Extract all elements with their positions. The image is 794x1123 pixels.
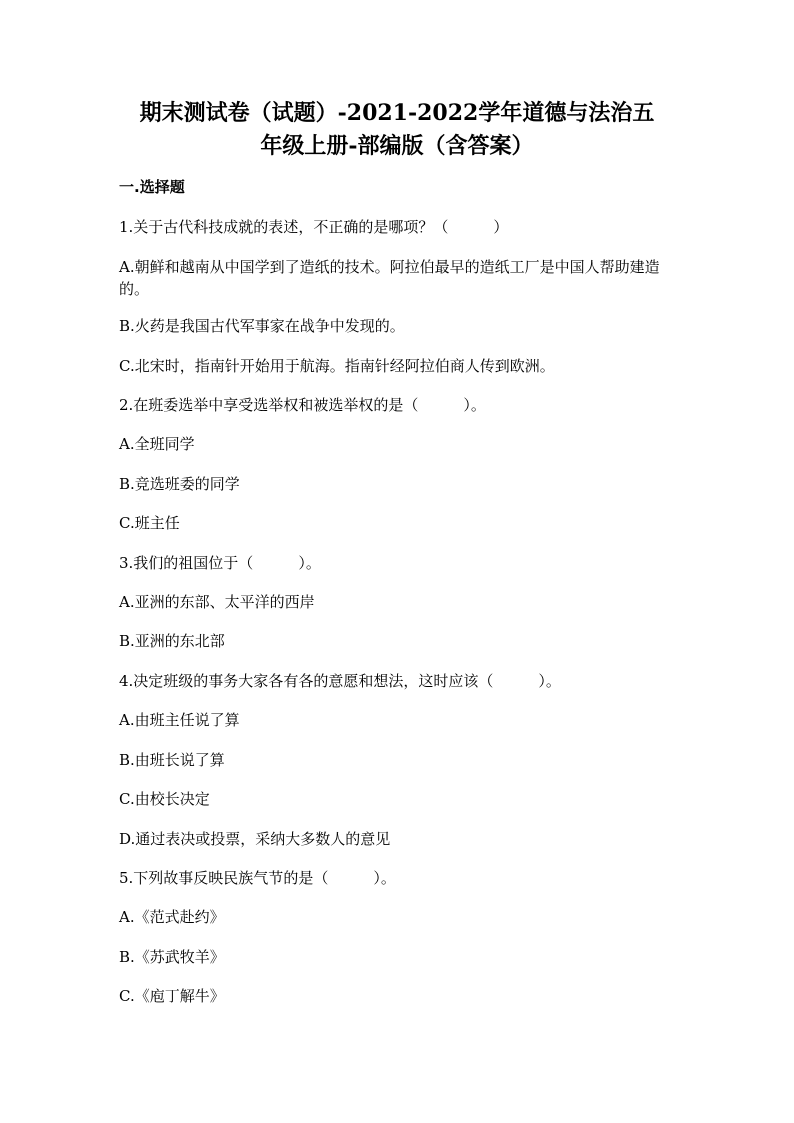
document-title (100, 97, 694, 163)
question-4: 4.决定班级的事务大家各有各的意愿和想法，这时应该（ ）。 (119, 672, 561, 690)
question-3: 3.我们的祖国位于（ ）。 (119, 554, 321, 572)
question-1-option-b: B.火药是我国古代军事家在战争中发现的。 (119, 317, 405, 335)
question-2-option-c: C.班主任 (119, 514, 180, 532)
question-5: 5.下列故事反映民族气节的是（ ）。 (119, 869, 396, 887)
title-line-2: 年级上册-部编版（含答案） (260, 133, 534, 159)
question-4-option-b: B.由班长说了算 (119, 751, 225, 769)
title-line-1: 期末测试卷（试题）-2021-2022学年道德与法治五 (139, 100, 655, 126)
question-3-option-b: B.亚洲的东北部 (119, 632, 225, 650)
question-2-option-a: A.全班同学 (119, 435, 195, 453)
question-2: 2.在班委选举中享受选举权和被选举权的是（ ）。 (119, 396, 486, 414)
question-4-option-d: D.通过表决或投票，采纳大多数人的意见 (119, 830, 391, 848)
question-1-option-c: C.北宋时，指南针开始用于航海。指南针经阿拉伯商人传到欧洲。 (119, 357, 555, 375)
question-4-option-a: A.由班主任说了算 (119, 711, 240, 729)
question-5-option-b: B.《苏武牧羊》 (119, 948, 225, 966)
section-heading: 一.选择题 (119, 178, 185, 196)
question-5-option-c: C.《庖丁解牛》 (119, 987, 225, 1005)
question-4-option-c: C.由校长决定 (119, 790, 210, 808)
question-2-option-b: B.竞选班委的同学 (119, 475, 240, 493)
question-1: 1.关于古代科技成就的表述，不正确的是哪项？（ ） (119, 218, 509, 236)
question-5-option-a: A.《范式赴约》 (119, 908, 225, 926)
question-1-option-a: A.朝鲜和越南从中国学到了造纸的技术。阿拉伯最早的造纸工厂是中国人帮助建造的。 (119, 258, 660, 298)
question-3-option-a: A.亚洲的东部、太平洋的西岸 (119, 593, 315, 611)
